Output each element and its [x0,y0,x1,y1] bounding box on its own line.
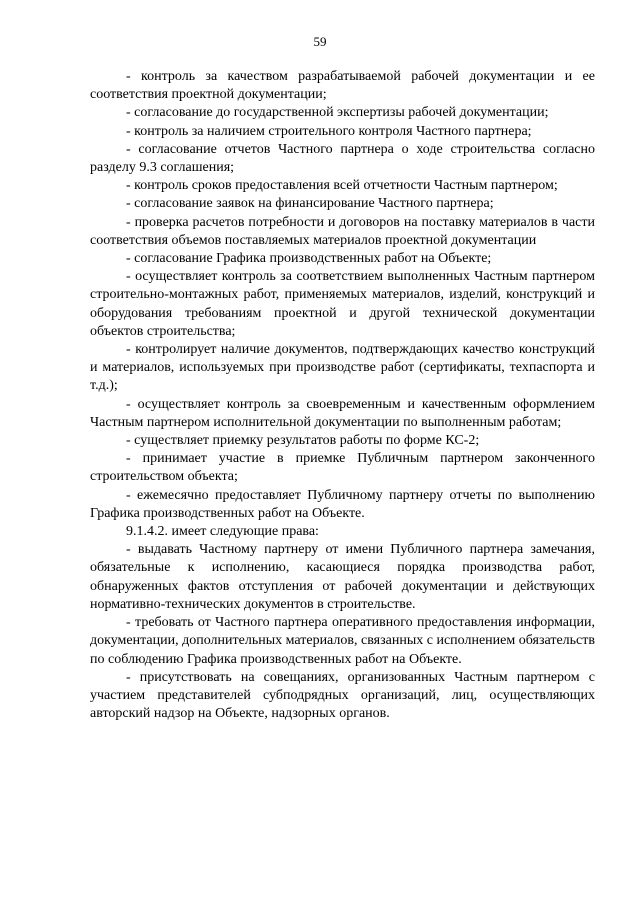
paragraph-executive-docs-control: - осуществляет контроль за своевременным и качественным оформлением Частным партнером исполнительной документации по выполненным работам; [90,396,595,430]
paragraph-works-compliance-control: - осуществляет контроль за соответствием выполненных Частным партнером строительно-монтажных работ, применяемых материалов, изделий, конструкций и оборудования требованиям проектной и другой технической документации объектов строительства; [90,269,595,339]
paragraph-financing-requests-approval: - согласование заявок на финансирование Частного партнера; [126,196,494,212]
paragraph-request-information-right: - требовать от Частного партнера оперативного предоставления информации, документации, дополнительных материалов, связанных с исполнением обязательств по соблюдению Графика производственных работ на Объекте. [90,615,595,667]
paragraph-quality-documents-control: - контролирует наличие документов, подтверждающих качество конструкций и материалов, используемых при производстве работ (сертификаты, техпаспорта и т.д.); [90,342,595,394]
paragraph-attend-meetings-right: - присутствовать на совещаниях, организованных Частным партнером с участием представителей субподрядных организаций, лиц, осуществляющих авторский надзор на Объекте, надзорных органов. [90,669,595,722]
page-number: 59 [313,34,327,49]
paragraph-workdocs-quality-control: - контроль за качеством разрабатываемой рабочей документации и ее соответствия проектной документации; [90,69,595,103]
document-body [90,68,595,723]
paragraph-reporting-deadlines-control: - контроль сроков предоставления всей отчетности Частным партнером; [126,178,558,194]
paragraph-construction-control-check: - контроль за наличием строительного контроля Частного партнера; [126,123,532,139]
paragraph-ks2-acceptance: - существляет приемку результатов работы по форме КС-2; [126,433,480,449]
paragraph-monthly-reports: - ежемесячно предоставляет Публичному партнеру отчеты по выполнению Графика производственных работ на Объекте. [90,487,595,521]
paragraph-progress-reports-approval: - согласование отчетов Частного партнера о ходе строительства согласно разделу 9.3 соглашения; [90,141,595,176]
paragraph-issue-remarks-right: - выдавать Частному партнеру от имени Публичного партнера замечания, обязательные к исполнению, касающиеся порядка производства работ, обнаруженных фактов отступления от рабочей документации и действующих нормативно-технических документов в строительстве. [90,542,595,612]
paragraph-rights-heading: 9.1.4.2. имеет следующие права: [126,524,319,540]
paragraph-object-acceptance: - принимает участие в приемке Публичным партнером законченного строительством объекта; [90,451,595,485]
paragraph-pre-expertise-approval: - согласование до государственной экспертизы рабочей документации; [126,105,549,121]
paragraph-work-schedule-approval: - согласование Графика производственных работ на Объекте; [126,251,492,267]
paragraph-materials-supply-check: - проверка расчетов потребности и договоров на поставку материалов в части соответствия объемов поставляемых материалов проектной документации [90,214,595,248]
